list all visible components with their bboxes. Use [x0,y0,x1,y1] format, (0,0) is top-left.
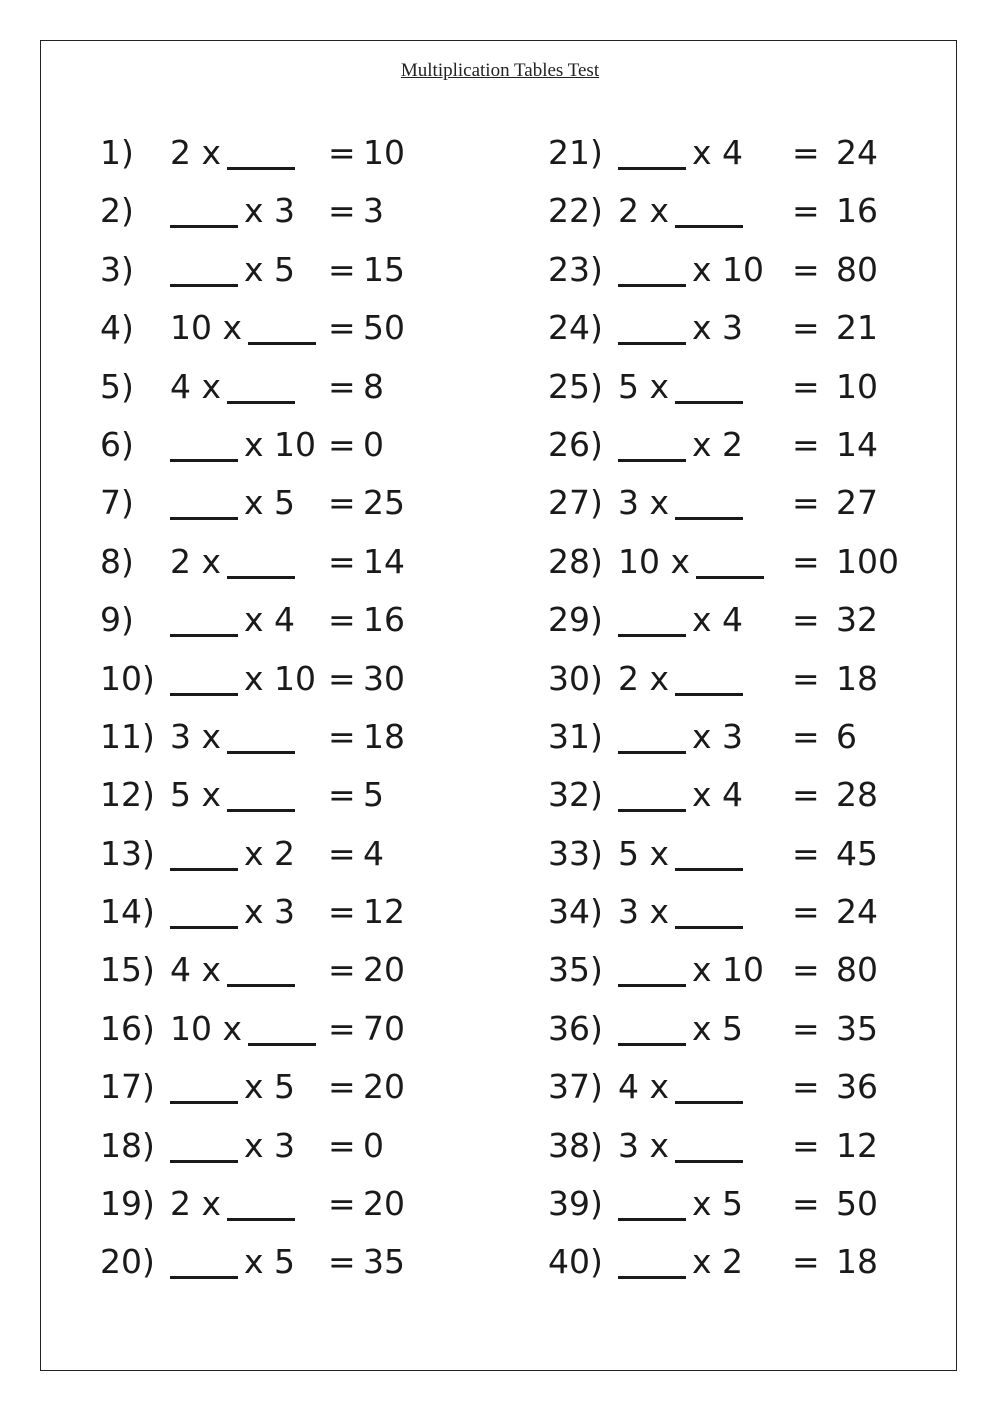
answer-blank[interactable] [170,224,238,228]
factor-left: 4 x [170,950,222,990]
problem-number: 3) [100,249,134,289]
equals-sign: = [328,1242,356,1282]
answer-blank[interactable] [675,692,743,696]
product-value: 35 [836,1008,878,1048]
problem-expression [618,883,743,941]
answer-blank[interactable] [227,166,295,170]
problem-number: 9) [100,600,134,640]
answer-blank[interactable] [227,750,295,754]
product-value: 10 [836,366,878,406]
problem-expression [618,1058,743,1116]
problem-expression [618,825,743,883]
problem-expression [618,474,743,532]
equals-sign: = [792,541,820,581]
answer-blank[interactable] [618,1042,686,1046]
product-value: 50 [363,308,405,348]
answer-blank[interactable] [170,1100,238,1104]
equals-sign: = [792,308,820,348]
problem-number: 32) [548,775,603,815]
answer-blank[interactable] [248,1042,316,1046]
problem-number: 36) [548,1008,603,1048]
factor-right: x 4 [692,133,744,172]
answer-blank[interactable] [618,1217,686,1221]
product-value: 28 [836,775,878,815]
problem-number: 5) [100,366,134,406]
product-value: 50 [836,1184,878,1224]
problem-number: 12) [100,775,155,815]
factor-left: 4 x [618,1067,670,1107]
problem-expression [170,416,316,474]
problem-number: 38) [548,1125,603,1165]
factor-right: x 2 [692,1242,744,1282]
product-value: 14 [363,541,405,581]
equals-sign: = [792,658,820,698]
product-value: 24 [836,133,878,172]
problem-expression [618,591,743,649]
problem-expression [170,299,316,357]
problem-number: 35) [548,950,603,990]
problem-number: 15) [100,950,155,990]
factor-right: x 3 [244,191,296,231]
problem-expression [170,1000,316,1058]
equals-sign: = [328,541,356,581]
answer-blank[interactable] [170,692,238,696]
product-value: 45 [836,833,878,873]
problem-number: 13) [100,833,155,873]
problem-expression [618,533,764,591]
equals-sign: = [328,950,356,990]
equals-sign: = [328,483,356,523]
problem-number: 16) [100,1008,155,1048]
problem-number: 31) [548,716,603,756]
problem-expression [170,766,295,824]
product-value: 18 [836,1242,878,1282]
factor-right: x 2 [692,424,744,464]
equals-sign: = [792,133,820,172]
equals-sign: = [792,1067,820,1107]
problem-expression [170,591,295,649]
factor-right: x 3 [692,716,744,756]
product-value: 18 [363,716,405,756]
factor-right: x 10 [692,950,765,990]
product-value: 8 [363,366,384,406]
factor-left: 3 x [170,716,222,756]
factor-left: 5 x [170,775,222,815]
factor-left: 2 x [170,541,222,581]
product-value: 24 [836,892,878,932]
equals-sign: = [792,191,820,231]
answer-blank[interactable] [170,1159,238,1163]
problem-number: 19) [100,1184,155,1224]
problem-number: 11) [100,716,155,756]
problem-expression [618,416,743,474]
equals-sign: = [792,366,820,406]
product-value: 14 [836,424,878,464]
equals-sign: = [328,424,356,464]
problem-expression [170,124,295,182]
answer-blank[interactable] [618,633,686,637]
factor-left: 2 x [170,133,222,172]
problem-number: 1) [100,133,134,172]
problem-number: 23) [548,249,603,289]
equals-sign: = [792,483,820,523]
problem-expression [170,358,295,416]
problem-number: 20) [100,1242,155,1282]
equals-sign: = [792,1008,820,1048]
product-value: 80 [836,249,878,289]
answer-blank[interactable] [675,1159,743,1163]
answer-blank[interactable] [618,166,686,170]
product-value: 35 [363,1242,405,1282]
equals-sign: = [792,1242,820,1282]
factor-right: x 10 [244,424,317,464]
equals-sign: = [792,249,820,289]
product-value: 15 [363,249,405,289]
factor-right: x 10 [244,658,317,698]
product-value: 12 [363,892,405,932]
factor-left: 2 x [618,191,670,231]
factor-right: x 5 [244,483,296,523]
problem-expression [618,358,743,416]
problem-expression [170,708,295,766]
answer-blank[interactable] [675,925,743,929]
problem-number: 33) [548,833,603,873]
equals-sign: = [328,1008,356,1048]
equals-sign: = [328,833,356,873]
equals-sign: = [792,716,820,756]
problem-number: 14) [100,892,155,932]
product-value: 18 [836,658,878,698]
answer-blank[interactable] [170,458,238,462]
factor-right: x 3 [692,308,744,348]
problem-expression [618,1117,743,1175]
equals-sign: = [792,950,820,990]
problem-number: 10) [100,658,155,698]
answer-blank[interactable] [675,1100,743,1104]
product-value: 0 [363,1125,384,1165]
problem-expression [170,182,295,240]
product-value: 6 [836,716,857,756]
problem-number: 28) [548,541,603,581]
equals-sign: = [792,424,820,464]
answer-blank[interactable] [170,283,238,287]
answer-blank[interactable] [170,516,238,520]
factor-right: x 5 [692,1184,744,1224]
equals-sign: = [328,133,356,172]
worksheet-title: Multiplication Tables Test [400,60,600,81]
problem-expression [618,766,743,824]
problem-number: 2) [100,191,134,231]
problem-expression [618,1233,743,1291]
factor-left: 10 x [170,1008,243,1048]
equals-sign: = [328,658,356,698]
answer-blank[interactable] [675,224,743,228]
problem-number: 22) [548,191,603,231]
equals-sign: = [792,600,820,640]
problem-number: 7) [100,483,134,523]
answer-blank[interactable] [618,808,686,812]
problem-expression [170,650,316,708]
answer-blank[interactable] [248,341,316,345]
factor-left: 3 x [618,483,670,523]
problem-expression [618,299,743,357]
problem-number: 39) [548,1184,603,1224]
answer-blank[interactable] [675,400,743,404]
equals-sign: = [328,716,356,756]
problem-expression [618,1000,743,1058]
product-value: 12 [836,1125,878,1165]
factor-right: x 2 [244,833,296,873]
answer-blank[interactable] [170,1275,238,1279]
answer-blank[interactable] [618,283,686,287]
product-value: 27 [836,483,878,523]
problem-number: 29) [548,600,603,640]
factor-left: 4 x [170,366,222,406]
problem-expression [170,883,295,941]
answer-blank[interactable] [696,575,764,579]
answer-blank[interactable] [170,867,238,871]
equals-sign: = [792,775,820,815]
problem-expression [170,241,295,299]
problem-number: 26) [548,424,603,464]
answer-blank[interactable] [227,808,295,812]
problem-expression [618,241,764,299]
problem-expression [618,650,743,708]
factor-left: 5 x [618,366,670,406]
product-value: 30 [363,658,405,698]
product-value: 80 [836,950,878,990]
factor-left: 2 x [618,658,670,698]
equals-sign: = [792,892,820,932]
product-value: 25 [363,483,405,523]
equals-sign: = [328,249,356,289]
problem-expression [618,708,743,766]
factor-right: x 5 [692,1008,744,1048]
equals-sign: = [328,366,356,406]
product-value: 3 [363,191,384,231]
problem-number: 40) [548,1242,603,1282]
product-value: 20 [363,1067,405,1107]
equals-sign: = [792,833,820,873]
problem-expression [170,941,295,999]
problem-expression [170,1175,295,1233]
equals-sign: = [328,892,356,932]
answer-blank[interactable] [675,516,743,520]
problem-number: 17) [100,1067,155,1107]
answer-blank[interactable] [618,750,686,754]
problem-number: 37) [548,1067,603,1107]
factor-right: x 3 [244,1125,296,1165]
answer-blank[interactable] [227,400,295,404]
product-value: 5 [363,775,384,815]
factor-right: x 3 [244,892,296,932]
equals-sign: = [328,308,356,348]
answer-blank[interactable] [227,575,295,579]
problem-number: 6) [100,424,134,464]
product-value: 0 [363,424,384,464]
factor-left: 10 x [170,308,243,348]
equals-sign: = [328,1067,356,1107]
factor-left: 2 x [170,1184,222,1224]
equals-sign: = [328,775,356,815]
problem-expression [170,1233,295,1291]
answer-blank[interactable] [170,633,238,637]
equals-sign: = [328,191,356,231]
factor-left: 3 x [618,892,670,932]
answer-blank[interactable] [227,1217,295,1221]
problem-expression [618,1175,743,1233]
product-value: 10 [363,133,405,172]
problem-expression [170,1058,295,1116]
product-value: 21 [836,308,878,348]
factor-right: x 5 [244,1067,296,1107]
factor-right: x 4 [692,775,744,815]
factor-right: x 4 [244,600,296,640]
product-value: 100 [836,541,899,581]
problem-number: 30) [548,658,603,698]
problem-number: 8) [100,541,134,581]
answer-blank[interactable] [618,458,686,462]
factor-right: x 5 [244,249,296,289]
product-value: 70 [363,1008,405,1048]
problem-expression [170,825,295,883]
answer-blank[interactable] [618,341,686,345]
equals-sign: = [792,1184,820,1224]
product-value: 4 [363,833,384,873]
product-value: 16 [363,600,405,640]
answer-blank[interactable] [618,983,686,987]
equals-sign: = [792,1125,820,1165]
answer-blank[interactable] [675,867,743,871]
problem-number: 18) [100,1125,155,1165]
answer-blank[interactable] [618,1275,686,1279]
answer-blank[interactable] [227,983,295,987]
problem-number: 27) [548,483,603,523]
problem-number: 4) [100,308,134,348]
problem-expression [618,182,743,240]
equals-sign: = [328,1125,356,1165]
factor-right: x 10 [692,249,765,289]
product-value: 20 [363,1184,405,1224]
factor-left: 3 x [618,1125,670,1165]
equals-sign: = [328,1184,356,1224]
answer-blank[interactable] [170,925,238,929]
problem-number: 21) [548,133,603,172]
product-value: 16 [836,191,878,231]
factor-right: x 4 [692,600,744,640]
problem-expression [170,1117,295,1175]
problem-expression [170,533,295,591]
problem-number: 25) [548,366,603,406]
factor-right: x 5 [244,1242,296,1282]
product-value: 20 [363,950,405,990]
factor-left: 10 x [618,541,691,581]
problem-number: 34) [548,892,603,932]
factor-left: 5 x [618,833,670,873]
product-value: 36 [836,1067,878,1107]
problem-expression [618,124,743,182]
problem-expression [170,474,295,532]
problem-expression [618,941,764,999]
product-value: 32 [836,600,878,640]
problem-number: 24) [548,308,603,348]
equals-sign: = [328,600,356,640]
